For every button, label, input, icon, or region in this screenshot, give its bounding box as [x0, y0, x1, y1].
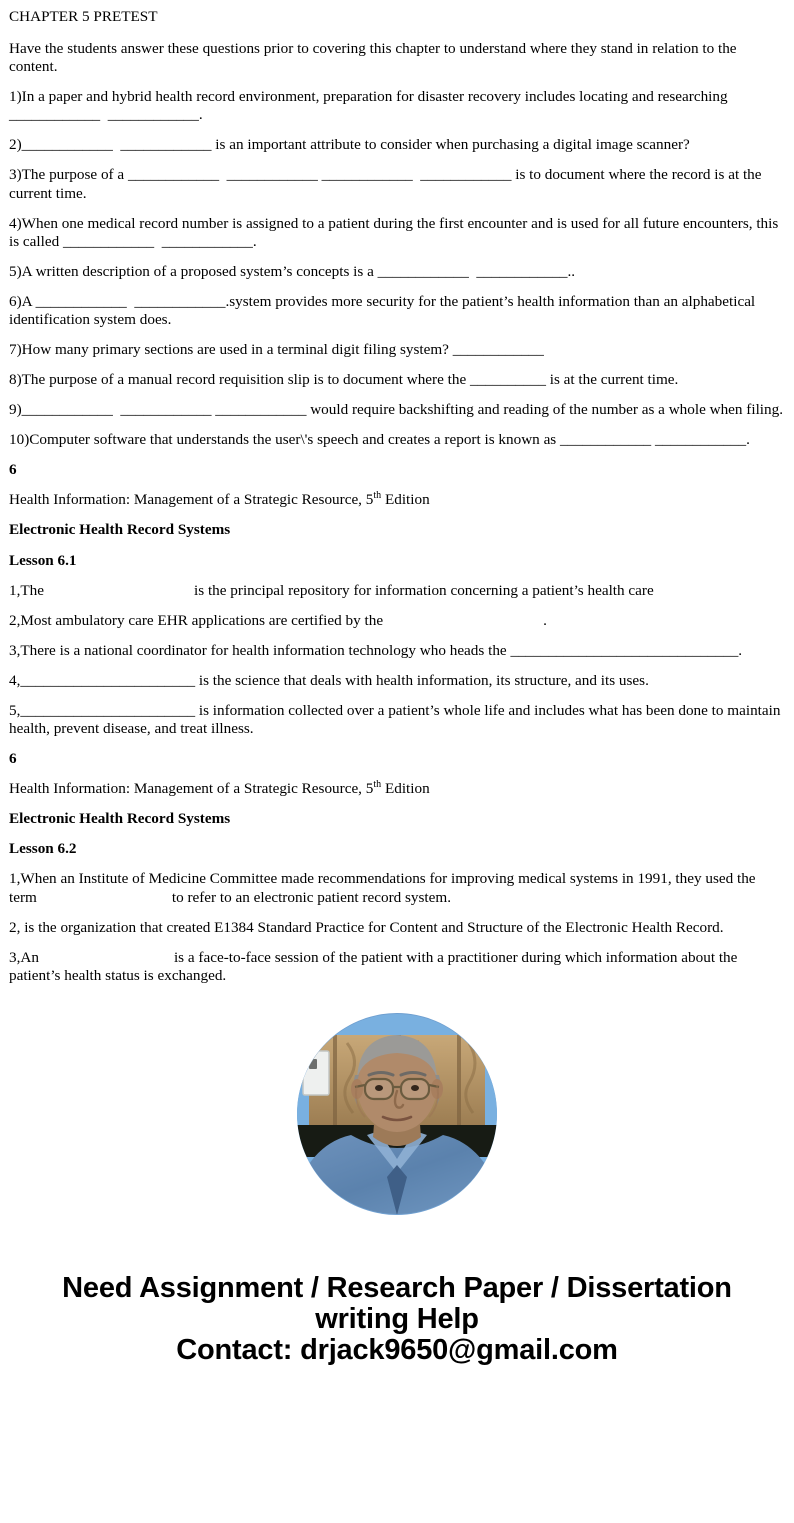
- question-number: 5): [9, 262, 22, 280]
- answer-blank[interactable]: ____________: [377, 262, 469, 280]
- question-number: 3): [9, 166, 22, 184]
- answer-blank[interactable]: ____________: [120, 401, 212, 419]
- lesson-6-2-item-1: [9, 870, 785, 906]
- question-text: The purpose of a: [21, 166, 128, 184]
- question-text: A: [21, 292, 36, 310]
- answer-blank[interactable]: ____________: [452, 341, 544, 359]
- question-tail: is an important attribute to consider when purchasing a digital image scanner?: [211, 136, 690, 154]
- lesson-6-2-item-2: [9, 919, 785, 937]
- item-tail: is information collected over a patient’s whole life and includes what has been done to maintain health, prevent disease, and treat illness.: [9, 701, 781, 738]
- answer-blank[interactable]: ____________: [321, 166, 413, 184]
- item-tail: is the science that deals with health information, its structure, and its uses.: [195, 671, 649, 689]
- answer-blank[interactable]: ____________: [120, 136, 212, 154]
- question-tail: .: [746, 431, 750, 449]
- question-tail: ..: [567, 262, 576, 280]
- footer-line-2: writing Help: [315, 1302, 479, 1335]
- promo-footer: [9, 1273, 785, 1367]
- question-number: 4): [9, 214, 22, 232]
- section-title-ehr-systems: Electronic Health Record Systems: [9, 521, 231, 539]
- answer-blank[interactable]: ____________: [127, 166, 220, 184]
- answer-blank[interactable]: ______________________________: [510, 641, 739, 659]
- lesson-6-1-item-2: [9, 612, 785, 630]
- section-title-ehr-systems: Electronic Health Record Systems: [9, 810, 231, 828]
- answer-blank[interactable]: ____________: [21, 136, 113, 154]
- answer-blank[interactable]: ____________: [420, 166, 512, 184]
- lesson-6-2-item-3: [9, 949, 785, 985]
- item-tail: to refer to an electronic patient record system.: [171, 888, 452, 906]
- book-title-pre: Health Information: Management of a Strategic Resource, 5: [9, 780, 374, 798]
- question-text: A written description of a proposed system’s concepts is a: [21, 262, 378, 280]
- book-title-line: [9, 491, 785, 509]
- clipped-text-region: [9, 949, 785, 985]
- answer-blank[interactable]: ____________: [654, 431, 747, 449]
- blank-separator: [154, 233, 162, 250]
- question-tail: is to document where the record is at the current time.: [9, 166, 762, 202]
- book-title-line: [9, 780, 785, 798]
- document-body: [9, 8, 785, 985]
- item-text: is the organization that created E1384 Standard Practice for Content and Structure of the Electronic Health Record.: [20, 918, 724, 936]
- answer-blank[interactable]: ____________: [21, 401, 113, 419]
- question-text: How many primary sections are used in a terminal digit filing system?: [21, 341, 453, 359]
- item-text: The: [20, 581, 45, 599]
- page-number-marker: 6: [9, 750, 17, 768]
- question-number: 9): [9, 401, 22, 419]
- pretest-question-6: [9, 293, 785, 329]
- item-number: 1,: [9, 581, 21, 599]
- item-number: 3,: [9, 641, 21, 659]
- question-number: 6): [9, 292, 22, 310]
- item-number: 4,: [9, 671, 21, 689]
- blank-separator: [100, 106, 108, 123]
- answer-blank[interactable]: ____________: [35, 292, 127, 310]
- pretest-question-8: [9, 371, 785, 389]
- answer-blank[interactable]: _______________________: [20, 701, 196, 719]
- pretest-question-1: [9, 88, 785, 124]
- pretest-question-7: [9, 341, 785, 359]
- answer-blank[interactable]: ____________: [9, 106, 101, 124]
- intro-paragraph: Have the students answer these questions prior to covering this chapter to understand where they stand in relation to the content.: [9, 40, 737, 76]
- answer-blank[interactable]: ____________: [134, 292, 226, 310]
- question-number: 1): [9, 88, 22, 106]
- question-tail: .system provides more security for the patient’s health information than an alphabetical identification system does.: [9, 292, 756, 328]
- ordinal-suffix: th: [373, 779, 382, 791]
- pretest-question-3: [9, 166, 785, 202]
- answer-blank[interactable]: __________: [469, 371, 546, 389]
- item-tail: is a face-to-face session of the patient with a practitioner during which information about the patient’s health status is exchanged.: [9, 948, 738, 984]
- question-number: 10): [9, 431, 30, 449]
- item-number: 2,: [9, 918, 21, 936]
- book-title-post: Edition: [381, 491, 430, 509]
- answer-blank[interactable]: ____________: [476, 262, 568, 280]
- item-text: An: [20, 948, 39, 966]
- lesson-6-1-item-1: [9, 582, 785, 600]
- answer-blank[interactable]: ____________: [107, 106, 199, 124]
- answer-blank[interactable]: ____________: [226, 166, 318, 184]
- ordinal-suffix: th: [373, 490, 382, 502]
- lesson-6-1-item-5: [9, 702, 785, 738]
- question-number: 2): [9, 136, 22, 154]
- pretest-question-4: [9, 215, 785, 251]
- question-tail: is at the current time.: [545, 371, 679, 389]
- pretest-question-5: [9, 263, 785, 281]
- pretest-question-9: [9, 401, 785, 419]
- lesson-title-6-1: Lesson 6.1: [9, 551, 77, 569]
- lesson-title-6-2: Lesson 6.2: [9, 840, 77, 858]
- question-tail: would require backshifting and reading of the number as a whole when filing.: [306, 401, 784, 419]
- answer-blank[interactable]: ____________: [62, 232, 155, 250]
- lesson-6-1-item-4: [9, 672, 785, 690]
- answer-blank[interactable]: ____________: [215, 401, 307, 419]
- question-number: 7): [9, 341, 22, 359]
- item-number: 1,: [9, 870, 21, 888]
- footer-contact: Contact: drjack9650@gmail.com: [176, 1334, 618, 1367]
- item-tail: is the principal repository for information concerning a patient’s health care: [194, 581, 654, 599]
- book-title-post: Edition: [381, 780, 430, 798]
- book-title-pre: Health Information: Management of a Strategic Resource, 5: [9, 491, 374, 509]
- avatar-photo: [297, 1013, 497, 1215]
- item-text: There is a national coordinator for health information technology who heads the: [20, 641, 511, 659]
- page-title: CHAPTER 5 PRETEST: [9, 8, 158, 25]
- question-text: In a paper and hybrid health record environment, preparation for disaster recovery includes locating and researching: [21, 88, 728, 106]
- page-number-marker: 6: [9, 461, 17, 479]
- avatar-container: [9, 1013, 785, 1215]
- answer-blank[interactable]: ____________: [560, 431, 652, 449]
- question-text: The purpose of a manual record requisition slip is to document where the: [21, 371, 470, 389]
- item-number: 2,: [9, 611, 21, 629]
- answer-blank[interactable]: _______________________: [20, 671, 196, 689]
- blank-separator: [219, 166, 227, 183]
- pretest-question-2: [9, 136, 785, 154]
- item-number: 3,: [9, 948, 21, 966]
- question-number: 8): [9, 371, 22, 389]
- item-tail: .: [738, 641, 743, 659]
- question-text: When one medical record number is assigned to a patient during the first encounter and is used for all future encounters, this is called: [9, 214, 779, 250]
- footer-line-1: Need Assignment / Research Paper / Dissertation: [62, 1271, 732, 1304]
- avatar: [297, 1013, 497, 1215]
- question-tail: .: [198, 106, 203, 124]
- question-tail: .: [252, 232, 257, 250]
- question-text: Computer software that understands the user\'s speech and creates a report is known as: [29, 431, 561, 449]
- lesson-6-1-item-3: [9, 642, 785, 660]
- item-number: 5,: [9, 701, 21, 719]
- item-text: When an Institute of Medicine Committee made recommendations for improving medical systems in 1991, they used the term: [9, 870, 756, 906]
- item-text: Most ambulatory care EHR applications are certified by the: [20, 611, 384, 629]
- pretest-question-10: [9, 431, 785, 449]
- answer-blank[interactable]: ____________: [161, 232, 253, 250]
- item-tail: .: [543, 611, 547, 629]
